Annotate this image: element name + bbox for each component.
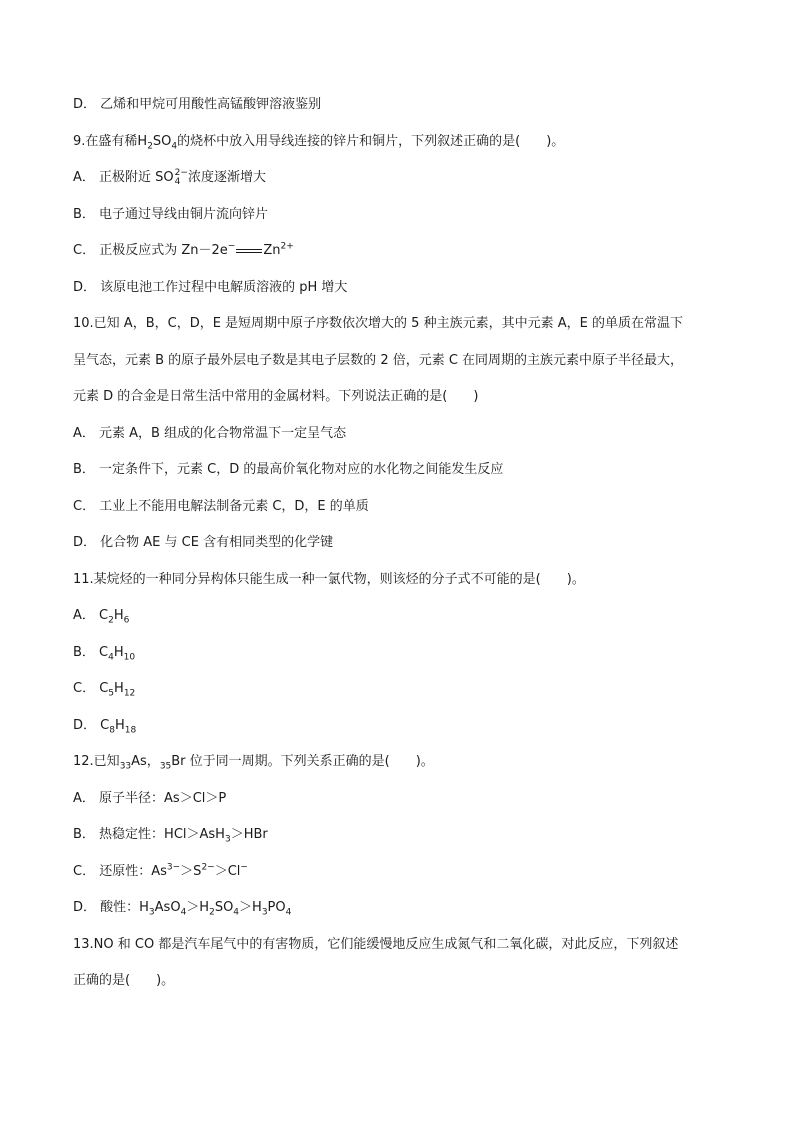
q11-option-a: A． $C_2H_6$ [73,608,130,626]
q9-stem: 9.在盛有稀$H_2SO_4$的烧杯中放入用导线连接的锌片和铜片，下列叙述正确的是( )。 [73,133,565,152]
q12-option-c: C． 还原性：$As^{3-}>S^{2-}>Cl^-$ [73,862,248,879]
sulfate-charge: 2− 4 [174,167,188,187]
q11-option-b: B． $C_4H_{10}$ [73,644,136,663]
q9-option-b: B． 电子通过导线由铜片流向锌片 [73,206,269,222]
q10-stem-line-1: 10.已知 A，B，C，D，E 是短周期中原子序数依次增大的 5 种主族元素，其中元素 A，E 的单质在常温下 [73,316,683,331]
q10-option-a: A． 元素 A，B 组成的化合物常温下一定呈气态 [73,425,347,441]
q10-stem-line-3: 元素 D 的合金是日常生活中常用的金属材料。下列说法正确的是( ) [73,389,479,404]
q12-option-a: A． 原子半径：As＞Cl＞P [73,790,227,806]
q13-stem-line-2: 正确的是( )。 [73,973,175,988]
document-page [73,94,723,992]
q10-option-b: B． 一定条件下，元素 C，D 的最高价氧化物对应的水化物之间能发生反应 [73,462,504,477]
q10-option-d: D． 化合物 AE 与 CE 含有相同类型的化学键 [73,535,334,550]
q10-option-c: C． 工业上不能用电解法制备元素 C，D，E 的单质 [73,498,369,514]
q13-stem-line-1: 13.NO 和 CO 都是汽车尾气中的有害物质，它们能缓慢地反应生成氮气和二氧化碳，对此反应，下列叙述 [73,936,679,952]
q11-option-d: D． $C_8H_{18}$ [73,717,137,736]
q10-stem-line-2: 呈气态，元素 B 的原子最外层电子数是其电子层数的 2 倍，元素 C 在同周期的主族元素中原子半径最大， [73,352,684,368]
q12-option-b: B． 热稳定性：HCl＞AsH$_3$＞HBr [73,827,268,845]
q8-option-d: D． 乙烯和甲烷可用酸性高锰酸钾溶液鉴别 [73,97,322,112]
q12-stem: 12.已知$_{33}$As，$_{35}$Br 位于同一周期。下列关系正确的是( )。 [73,754,434,772]
q9-option-c: C． 正极反应式为 Zn－2e− $Zn^{2+}$ [73,241,294,258]
q12-option-d: D． 酸性：$H_3AsO_4>H_2SO_4>H_3PO_4$ [73,900,292,918]
equals-sign [236,249,262,253]
q11-stem: 11.某烷烃的一种同分异构体只能生成一种一氯代物，则该烃的分子式不可能的是( )。 [73,571,585,587]
q11-option-c: C． $C_5H_{12}$ [73,681,136,699]
q9-option-d: D． 该原电池工作过程中电解质溶液的 pH 增大 [73,279,348,295]
q9-option-a: A． 正极附近 SO 2− 4 浓度逐渐增大 [73,167,266,187]
